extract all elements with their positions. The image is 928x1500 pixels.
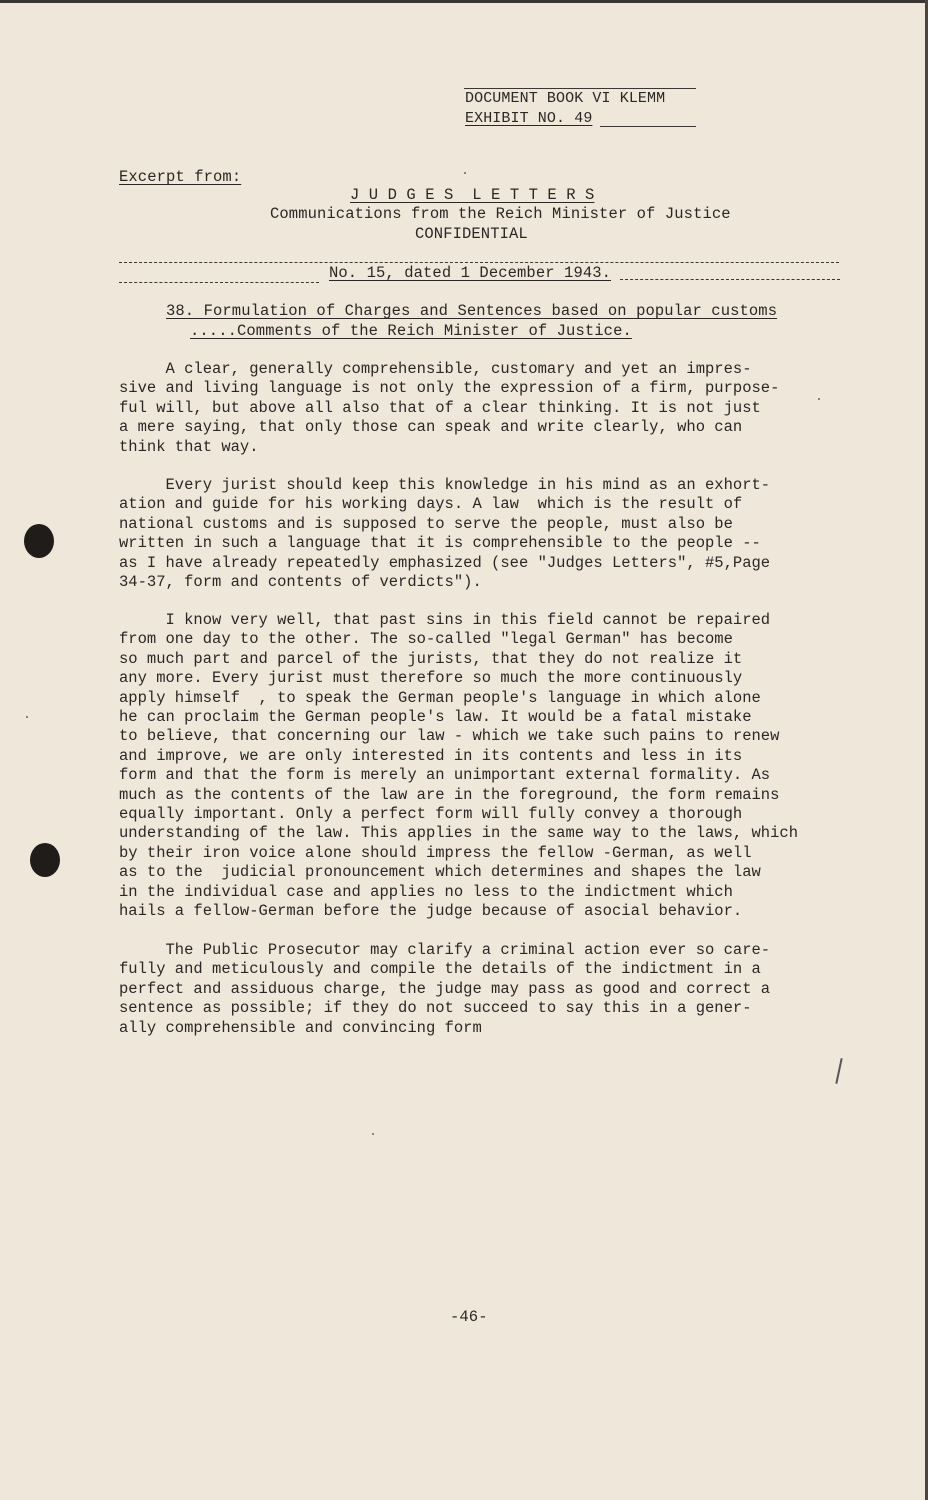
paragraph-3-line: in the individual case and applies no less to the indictment which [119, 882, 733, 901]
paragraph-3-line: and improve, we are only interested in its contents and less in its [119, 746, 743, 765]
speck [818, 398, 820, 400]
paragraph-2-line: written in such a language that it is comprehensible to the people -- [119, 534, 761, 553]
punch-hole-upper [24, 524, 54, 558]
section-heading-line2: .....Comments of the Reich Minister of Justice. [190, 322, 632, 340]
page-number: -46- [450, 1308, 488, 1326]
paragraph-3-line: I know very well, that past sins in this field cannot be repaired [119, 611, 771, 629]
title-judges-letters: J U D G E S L E T T E R S [350, 186, 595, 204]
paragraph-1-line: ful will, but above all also that of a clear thinking. It is not just [119, 398, 761, 417]
paragraph-4-line: ally comprehensible and convincing form [119, 1018, 482, 1037]
paragraph-2 [119, 476, 819, 592]
paragraph-2-line: 34-37, form and contents of verdicts"). [119, 573, 482, 592]
document-book-label: DOCUMENT BOOK VI KLEMM [465, 90, 666, 107]
paragraph-3-line: any more. Every jurist must therefore so much the more continuously [119, 669, 743, 688]
paragraph-4 [119, 941, 819, 1038]
paragraph-3-line: much as the contents of the law are in the foreground, the form remains [119, 785, 780, 804]
pen-mark [835, 1058, 842, 1084]
excerpt-label: Excerpt from: [119, 168, 242, 186]
paragraph-2-line: national customs and is supposed to serve the people, must also be [119, 514, 733, 533]
issue-line: No. 15, dated 1 December 1943. [329, 264, 612, 282]
paragraph-1 [119, 360, 819, 457]
paragraph-3-line: he can proclaim the German people's law. It would be a fatal mistake [119, 708, 752, 727]
issue-rule-lower-left [119, 282, 319, 283]
paragraph-3-line: understanding of the law. This applies in the same way to the laws, which [119, 824, 799, 843]
paragraph-1-line: think that way. [119, 437, 259, 456]
exhibit-label: EXHIBIT NO. 49 [465, 110, 593, 127]
paragraph-2-line: as I have already repeatedly emphasized (see "Judges Letters", #5,Page [119, 553, 771, 572]
paragraph-3-line: from one day to the other. The so-called "legal German" has become [119, 630, 733, 649]
paragraph-3-line: hails a fellow-German before the judge because of asocial behavior. [119, 902, 743, 921]
page-edge-top [0, 0, 928, 3]
issue-rule-lower-right [620, 279, 840, 280]
paragraph-3-line: apply himself , to speak the German people's language in which alone [119, 688, 761, 707]
paragraph-1-line: A clear, generally comprehensible, customary and yet an impres- [119, 360, 752, 378]
header-rule-bottom [600, 126, 696, 127]
speck [372, 1133, 374, 1135]
paragraph-4-line: sentence as possible; if they do not succeed to say this in a gener- [119, 999, 752, 1018]
punch-hole-lower [30, 843, 60, 877]
title-subtitle: Communications from the Reich Minister of Justice [270, 205, 731, 223]
title-classification: CONFIDENTIAL [415, 225, 528, 243]
paragraph-4-line: perfect and assiduous charge, the judge may pass as good and correct a [119, 979, 771, 998]
paragraph-2-line: Every jurist should keep this knowledge in his mind as an exhort- [119, 476, 771, 494]
issue-rule-upper [119, 262, 839, 263]
paragraph-3-line: form and that the form is merely an unimportant external formality. As [119, 766, 771, 785]
paragraph-3-line: to believe, that concerning our law - which we take such pains to renew [119, 727, 780, 746]
paragraph-4-line: fully and meticulously and compile the details of the indictment in a [119, 960, 761, 979]
paragraph-3-line: as to the judicial pronouncement which determines and shapes the law [119, 863, 761, 882]
paragraph-1-line: sive and living language is not only the expression of a firm, purpose- [119, 379, 780, 398]
speck [464, 172, 466, 174]
paragraph-3-line: so much part and parcel of the jurists, that they do not realize it [119, 649, 743, 668]
paragraph-3-line: by their iron voice alone should impress the fellow -German, as well [119, 843, 752, 862]
paragraph-1-line: a mere saying, that only those can speak and write clearly, who can [119, 418, 743, 437]
speck [26, 716, 28, 718]
paragraph-2-line: ation and guide for his working days. A law which is the result of [119, 495, 743, 514]
section-heading-line1: 38. Formulation of Charges and Sentences based on popular customs [166, 302, 778, 320]
paragraph-3 [119, 611, 819, 922]
paragraph-4-line: The Public Prosecutor may clarify a criminal action ever so care- [119, 941, 771, 959]
paragraph-3-line: equally important. Only a perfect form will fully convey a thorough [119, 805, 743, 824]
